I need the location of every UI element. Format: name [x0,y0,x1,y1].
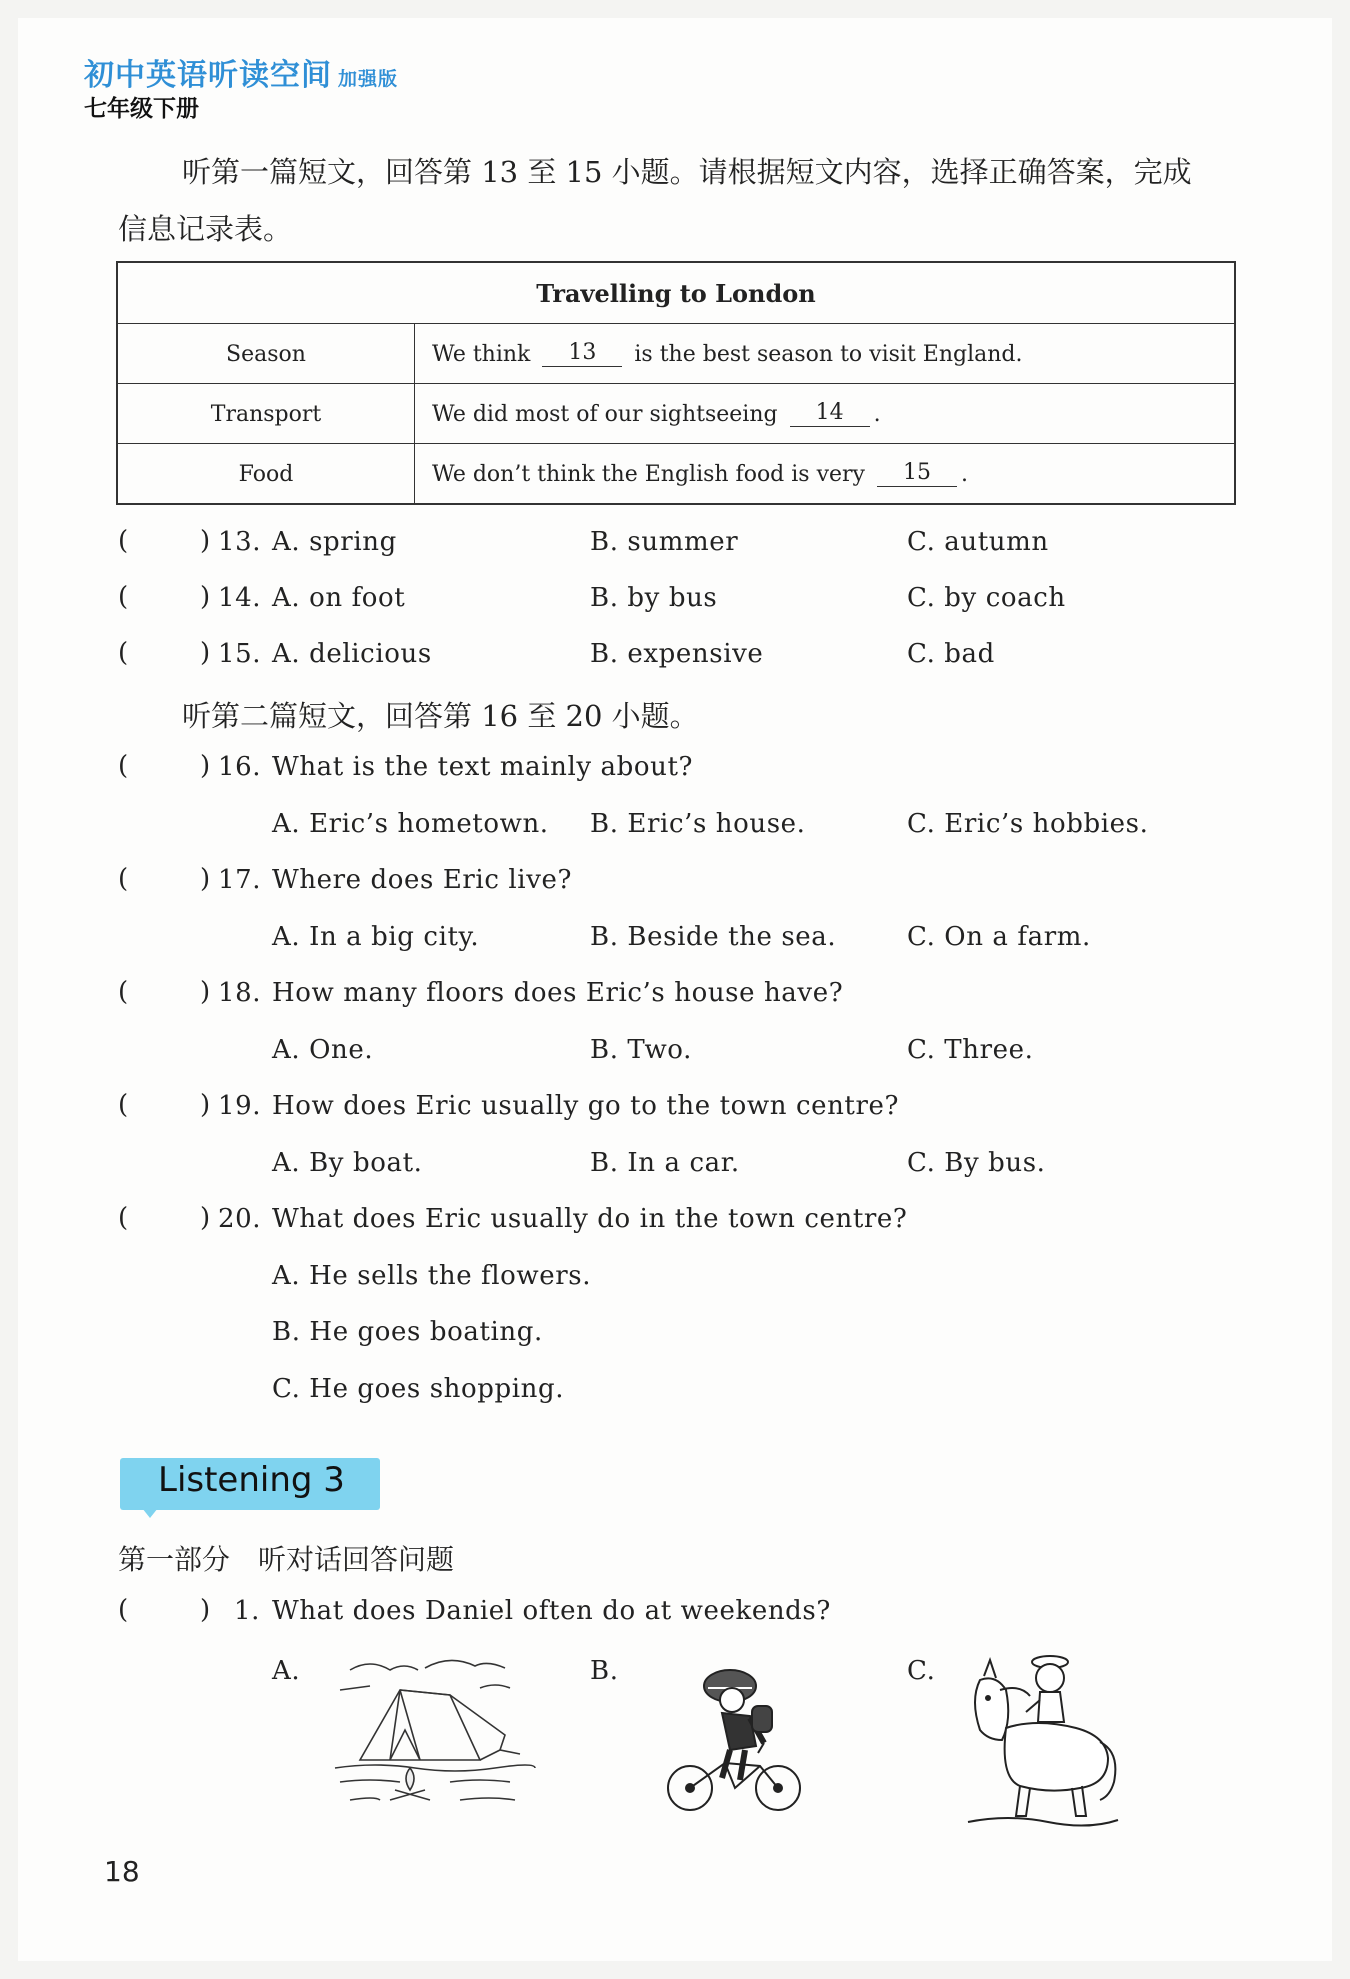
option-b[interactable]: B. Two. [590,1035,692,1065]
option-c[interactable]: C. [907,1656,936,1686]
option-c[interactable]: C. autumn [907,527,1049,557]
option-c[interactable]: C. On a farm. [907,922,1091,952]
option-c[interactable]: C. by coach [907,583,1066,613]
option-b[interactable]: B. Beside the sea. [590,922,837,952]
banner-tail [142,1508,158,1518]
question-number: 19. [218,1091,262,1121]
option-a[interactable]: A. on foot [272,583,406,613]
question-number: 16. [218,752,262,782]
question-number: 15. [218,639,262,669]
question-text: What is the text mainly about? [272,752,694,782]
question-text: What does Daniel often do at weekends? [272,1596,831,1626]
intro-line-1: 听第一篇短文，回答第 13 至 15 小题。请根据短文内容，选择正确答案，完成 [182,155,1192,189]
answer-paren-close: ) [200,1595,211,1625]
option-a[interactable]: A. Eric’s hometown. [272,809,549,839]
option-c[interactable]: C. By bus. [907,1148,1046,1178]
option-c[interactable]: C. He goes shopping. [272,1374,565,1404]
option-c[interactable]: C. Eric’s hobbies. [907,809,1149,839]
row-label: Food [118,444,415,504]
blank-13[interactable]: 13 [542,341,622,366]
question-text: What does Eric usually do in the town centre? [272,1204,908,1234]
option-c[interactable]: C. bad [907,639,995,669]
option-c[interactable]: C. Three. [907,1035,1034,1065]
question-text: How does Eric usually go to the town centre? [272,1091,900,1121]
row-label: Transport [118,384,415,444]
question-number: 14. [218,583,262,613]
answer-paren-open: ( [118,526,129,556]
question-number: 13. [218,527,262,557]
table-title: Travelling to London [536,278,816,308]
option-a[interactable]: A. By boat. [272,1148,423,1178]
answer-paren-open: ( [118,1595,129,1625]
answer-paren-close: ) [200,582,211,612]
answer-paren-close: ) [200,751,211,781]
answer-paren-close: ) [200,977,211,1007]
answer-paren-open: ( [118,751,129,781]
option-a[interactable]: A. One. [272,1035,374,1065]
option-b[interactable]: B. He goes boating. [272,1317,543,1347]
option-a[interactable]: A. He sells the flowers. [272,1261,592,1291]
answer-paren-open: ( [118,1090,129,1120]
intro-2: 听第二篇短文，回答第 16 至 20 小题。 [182,699,699,733]
tent-campfire-icon[interactable] [330,1650,540,1810]
answer-paren-open: ( [118,638,129,668]
option-b[interactable]: B. In a car. [590,1148,740,1178]
row-label: Season [118,324,415,384]
question-text: Where does Eric live? [272,865,573,895]
pony-rider-icon[interactable] [960,1650,1130,1830]
answer-paren-open: ( [118,977,129,1007]
answer-paren-close: ) [200,1090,211,1120]
option-b[interactable]: B. [590,1656,619,1686]
question-number: 1. [234,1596,261,1626]
option-b[interactable]: B. summer [590,527,739,557]
answer-paren-open: ( [118,864,129,894]
answer-paren-close: ) [200,1203,211,1233]
answer-paren-open: ( [118,582,129,612]
option-b[interactable]: B. expensive [590,639,764,669]
table-row-transport: Transport We did most of our sightseeing 14 . [118,383,1234,444]
answer-paren-open: ( [118,1203,129,1233]
table-row-season: Season We think 13 is the best season to visit England. [118,323,1234,384]
option-a[interactable]: A. spring [272,527,397,557]
option-a[interactable]: A. [272,1656,301,1686]
blank-15[interactable]: 15 [877,461,957,486]
book-title: 初中英语听读空间 加强版 [84,58,399,93]
part-heading: 第一部分 听对话回答问题 [118,1543,455,1576]
book-grade: 七年级下册 [84,95,199,122]
cyclist-icon[interactable] [660,1658,810,1818]
section-banner-label: Listening 3 [158,1460,345,1500]
option-b[interactable]: B. Eric’s house. [590,809,806,839]
answer-paren-close: ) [200,526,211,556]
page-number: 18 [104,1855,140,1888]
answer-paren-close: ) [200,638,211,668]
info-table [116,261,1236,505]
option-a[interactable]: A. In a big city. [272,922,480,952]
answer-paren-close: ) [200,864,211,894]
question-text: How many floors does Eric’s house have? [272,978,844,1008]
question-number: 20. [218,1204,262,1234]
intro-line-2: 信息记录表。 [118,212,293,246]
option-b[interactable]: B. by bus [590,583,718,613]
question-number: 18. [218,978,262,1008]
option-a[interactable]: A. delicious [272,639,432,669]
blank-14[interactable]: 14 [790,401,870,426]
question-number: 17. [218,865,262,895]
table-row-food: Food We don’t think the English food is very 15 . [118,443,1234,504]
